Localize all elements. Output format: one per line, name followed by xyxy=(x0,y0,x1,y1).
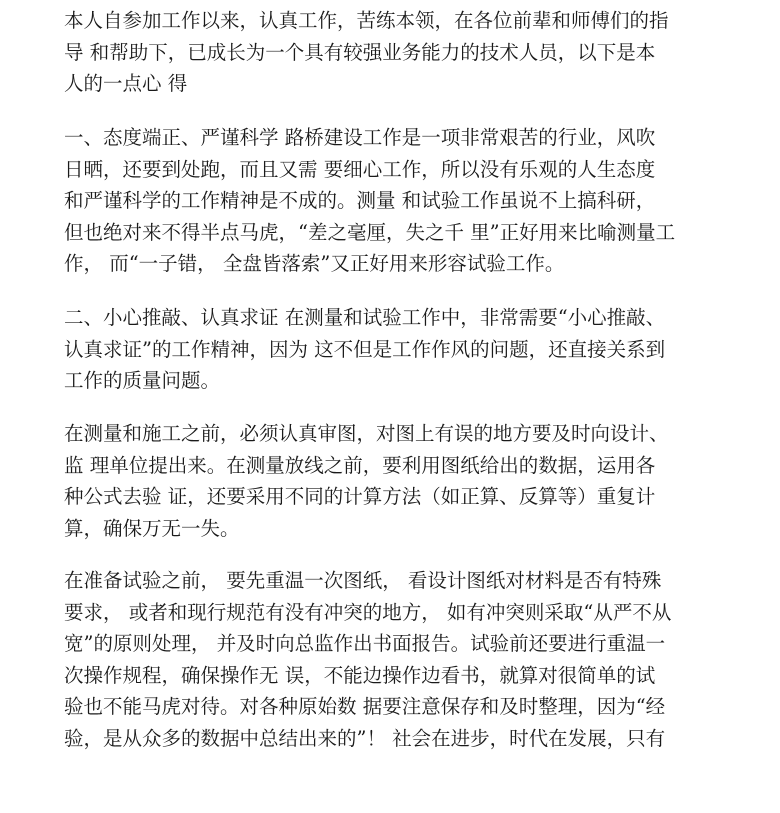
text-line: 和严谨科学的工作精神是不成的。测量 和试验工作虽说不上搞科研， xyxy=(64,189,656,212)
text-line: 认真求证”的工作精神，因为 这不但是工作作风的问题，还直接关系到 xyxy=(64,337,666,361)
paragraph-careful-verification xyxy=(64,302,754,397)
paragraph-attitude xyxy=(64,122,754,280)
text-line: 种公式去验 证，还要采用不同的计算方法（如正算、反算等）重复计 xyxy=(64,485,656,508)
text-line: 监 理单位提出来。在测量放线之前，要利用图纸给出的数据，运用各 xyxy=(64,453,656,477)
text-line: 但也绝对来不得半点马虎，“差之毫厘，失之千 里”正好用来比喻测量工 xyxy=(64,220,676,244)
text-line: 验也不能马虎对待。对各种原始数 据要注意保存和及时整理，因为“经 xyxy=(64,695,666,718)
text-line: 日晒，还要到处跑，而且又需 要细心工作，所以没有乐观的人生态度 xyxy=(64,157,656,181)
text-line: 次操作规程，确保操作无 误，不能边操作边看书，就算对很简单的试 xyxy=(64,663,656,687)
paragraph-intro xyxy=(64,5,754,100)
text-line: 算，确保万无一失。 xyxy=(64,516,240,540)
paragraph-test-preparation xyxy=(64,565,754,754)
text-line: 导 和帮助下，已成长为一个具有较强业务能力的技术人员，以下是本 xyxy=(64,40,656,64)
text-line: 人的一点心 得 xyxy=(64,72,188,95)
text-line: 宽”的原则处理， 并及时向总监作出书面报告。试验前还要进行重温一 xyxy=(64,632,666,655)
text-line: 在测量和施工之前，必须认真审图，对图上有误的地方要及时向设计、 xyxy=(64,422,669,445)
text-line: 一、态度端正、严谨科学 路桥建设工作是一项非常艰苦的行业，风吹 xyxy=(64,126,656,149)
text-line: 验，是从众多的数据中总结出来的”！ 社会在进步，时代在发展，只有 xyxy=(64,726,666,750)
text-line: 本人自参加工作以来，认真工作，苦练本领，在各位前辈和师傅们的指 xyxy=(64,9,669,32)
text-line: 二、小心推敲、认真求证 在测量和试验工作中，非常需要“小心推敲、 xyxy=(64,306,666,329)
paragraph-survey-construction xyxy=(64,418,754,544)
text-line: 要求， 或者和现行规范有没有冲突的地方， 如有冲突则采取“从严不从 xyxy=(64,600,672,624)
text-line: 作， 而“一子错， 全盘皆落索”又正好用来形容试验工作。 xyxy=(64,252,565,275)
text-line: 在准备试验之前， 要先重温一次图纸， 看设计图纸对材料是否有特殊 xyxy=(64,569,662,592)
text-line: 工作的质量问题。 xyxy=(64,369,221,392)
